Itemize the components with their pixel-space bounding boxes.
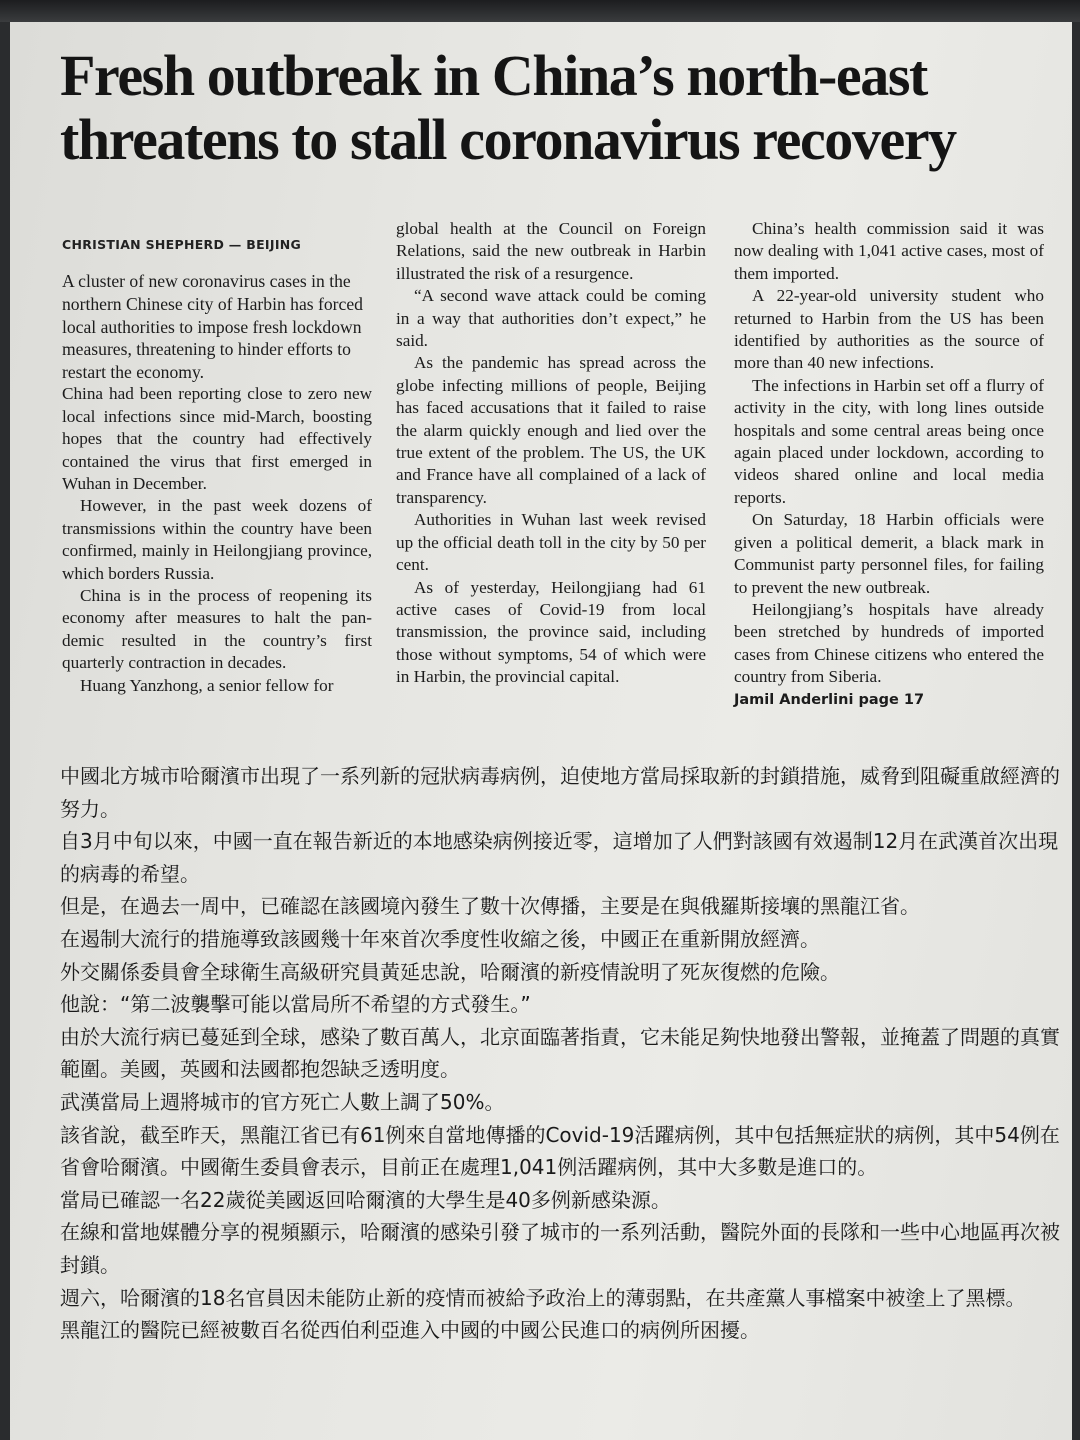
translation-paragraph: 由於大流行病已蔓延到全球，感染了數百萬人，北京面臨著指責，它未能足夠快地發出警報，並掩蓋了問題的真實範圍。美國，英國和法國都抱怨缺乏透明度。: [60, 1024, 1060, 1082]
paragraph: A 22-year-old university student who returned to Harbin from the US has been identified by authorities as the source of more than 40 new infections.: [734, 286, 1044, 373]
chinese-translation: [60, 760, 1060, 1347]
paragraph: As the pandemic has spread across the globe infecting millions of people, Beijing has faced accusations that it failed to raise the alarm quickly enough and lied over the true extent of the problem. The US, the UK and France have all complained of a lack of transparency.: [396, 353, 706, 507]
author-signoff: Jamil Anderlini page 17: [734, 691, 925, 708]
headline: Fresh outbreak in China’s north-east threatens to stall coronavirus recovery: [60, 43, 956, 172]
paragraph: Huang Yanzhong, a senior fellow for: [80, 675, 334, 695]
translation-paragraph: 在線和當地媒體分享的視頻顯示，哈爾濱的感染引發了城市的一系列活動，醫院外面的長隊和一些中心地區再次被封鎖。: [60, 1220, 1060, 1277]
paragraph: On Saturday, 18 Harbin officials were given a political demerit, a black mark in Communist party personnel files, for failing to prevent the new outbreak.: [734, 510, 1044, 597]
translation-paragraph: 該省說，截至昨天，黑龍江省已有61例來自當地傳播的Covid-19活躍病例，其中包括無症狀的病例，其中54例在省會哈爾濱。中國衛生委員會表示，目前正在處理1,041例活躍病例，其中大多數是進口的。: [60, 1122, 1060, 1180]
translation-paragraph: 但是，在過去一周中，已確認在該國境內發生了數十次傳播，主要是在與俄羅斯接壤的黑龍江省。: [60, 894, 920, 919]
paragraph: The infections in Harbin set off a flurry of activity in the city, with long lines outside hospitals and some central areas being once again placed under lockdown, according to videos shared online and local media reports.: [734, 375, 1044, 507]
paragraph: China is in the process of reopening its economy after measures to halt the pandemic resulted in the country’s first quarterly contraction in decades.: [62, 586, 372, 673]
translation-paragraph: 自3月中旬以來，中國一直在報告新近的本地感染病例接近零，這增加了人們對該國有效遏制12月在武漢首次出現的病毒的希望。: [60, 829, 1059, 886]
byline: CHRISTIAN SHEPHERD — BEIJING: [62, 237, 302, 252]
paragraph: Authorities in Wuhan last week revised up the official death toll in the city by 50 per cent.: [396, 510, 706, 575]
standfirst: A cluster of new coronavirus cases in the northern Chinese city of Harbin has forced local authorities to impose fresh lockdown measures, threatening to hinder efforts to restart the economy.: [62, 271, 363, 382]
screen-bezel: [0, 0, 1080, 22]
translation-paragraph: 黑龍江的醫院已經被數百名從西伯利亞進入中國的中國公民進口的病例所困擾。: [60, 1318, 760, 1343]
article-column-2: [396, 218, 706, 689]
translation-paragraph: 當局已確認一名22歲從美國返回哈爾濱的大學生是40多例新感染源。: [60, 1187, 671, 1212]
article-column-1: [62, 218, 372, 697]
newspaper-page: [10, 22, 1072, 1440]
paragraph: global health at the Council on Foreign Relations, said the new outbreak in Harbin illustrated the risk of a resurgence.: [396, 219, 706, 283]
article-column-3: [734, 218, 1044, 711]
translation-paragraph: 他說：“第二波襲擊可能以當局所不希望的方式發生。”: [60, 992, 531, 1017]
translation-paragraph: 週六，哈爾濱的18名官員因未能防止新的疫情而被給予政治上的薄弱點，在共產黨人事檔案中被塗上了黑標。: [60, 1285, 1026, 1310]
paragraph: “A second wave attack could be coming in a way that authorities don’t expect,” he said.: [396, 286, 706, 351]
translation-paragraph: 在遏制大流行的措施導致該國幾十年來首次季度性收縮之後，中國正在重新開放經濟。: [60, 926, 820, 951]
paragraph: However, in the past week dozens of transmissions within the country have been confirmed, mainly in Heilongjiang province, which borders Russia.: [62, 496, 372, 583]
translation-paragraph: 外交關係委員會全球衛生高級研究員黃延忠說，哈爾濱的新疫情說明了死灰復燃的危險。: [60, 959, 840, 984]
paragraph: Heilongjiang’s hospitals have already been stretched by hundreds of imported cases from Chinese citizens who entered the country from Siberia.: [734, 599, 1044, 687]
paragraph: China had been reporting close to zero new local infections since mid-March, boosting hopes that the country had effectively contained the virus that first emerged in Wuhan in December.: [62, 384, 372, 493]
translation-paragraph: 武漢當局上週將城市的官方死亡人數上調了50%。: [60, 1089, 505, 1114]
paragraph: China’s health commission said it was now dealing with 1,041 active cases, most of them imported.: [734, 219, 1044, 283]
translation-paragraph: 中國北方城市哈爾濱市出現了一系列新的冠狀病毒病例，迫使地方當局採取新的封鎖措施，威脅到阻礙重啟經濟的努力。: [60, 764, 1060, 821]
paragraph: As of yesterday, Heilongjiang had 61 active cases of Covid-19 from local transmission, the province said, including those without symptoms, 54 of which were in Harbin, the provincial capital.: [396, 577, 706, 687]
